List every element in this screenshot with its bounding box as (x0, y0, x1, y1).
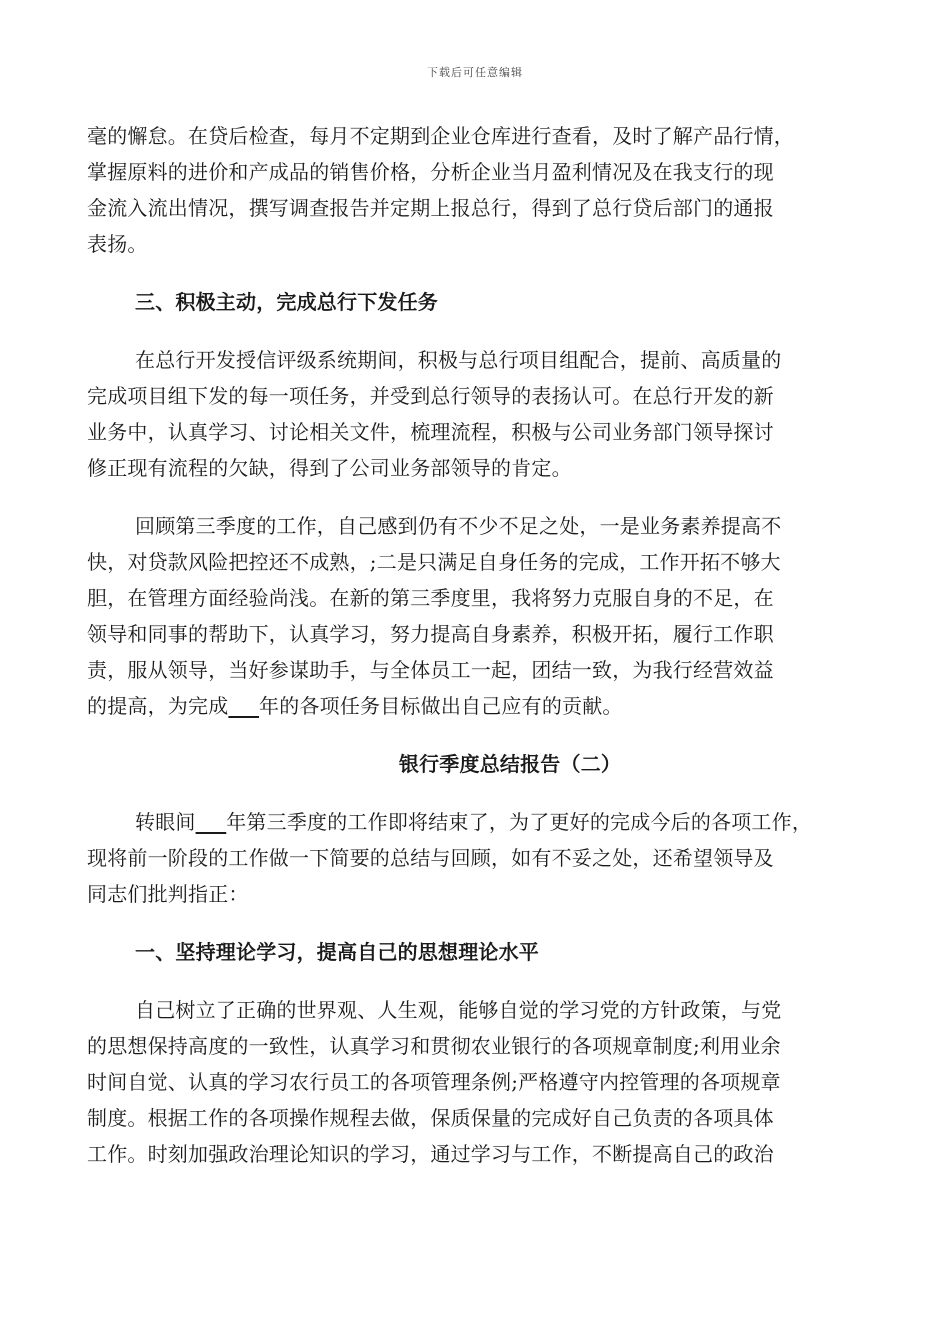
text-segment: 年的各项任务目标做出自己应有的贡献。 (259, 694, 623, 718)
paragraph-line: 修正现有流程的欠缺，得到了公司业务部领导的肯定。 (87, 456, 572, 480)
paragraph-line: 胆，在管理方面经验尚浅。在新的第三季度里，我将努力克服自身的不足，在 (87, 586, 774, 610)
paragraph-line: 快，对贷款风险把控还不成熟，;二是只满足自身任务的完成，工作开拓不够大 (87, 550, 781, 574)
text-segment: 的提高，为完成 (87, 694, 229, 718)
paragraph-line: 金流入流出情况，撰写调查报告并定期上报总行，得到了总行贷后部门的通报 (87, 196, 774, 220)
paragraph-line: 责，服从领导，当好参谋助手，与全体员工一起，团结一致，为我行经营效益 (87, 658, 774, 682)
paragraph-line: 在总行开发授信评级系统期间，积极与总行项目组配合，提前、高质量的 (135, 348, 782, 372)
paragraph-line: 表扬。 (87, 232, 148, 256)
paragraph-line: 时间自觉、认真的学习农行员工的各项管理条例;严格遵守内控管理的各项规章 (87, 1070, 781, 1094)
paragraph-line: 完成项目组下发的每一项任务，并受到总行领导的表扬认可。在总行开发的新 (87, 384, 774, 408)
paragraph-line: 现将前一阶段的工作做一下简要的总结与回顾，如有不妥之处，还希望领导及 (87, 846, 774, 870)
section-heading-3: 三、积极主动，完成总行下发任务 (135, 290, 438, 314)
paragraph-line: 同志们批判指正： (87, 882, 249, 906)
blank-underline: ___ (195, 810, 227, 834)
text-segment: 年第三季度的工作即将结束了，为了更好的完成今后的各项工作， (226, 810, 813, 834)
text-segment: 转眼间 (135, 810, 196, 834)
page-header: 下载后可任意编辑 (427, 66, 523, 79)
paragraph-line: 制度。根据工作的各项操作规程去做，保质保量的完成好自己负责的各项具体 (87, 1106, 774, 1130)
paragraph-line: 掌握原料的进价和产成品的销售价格，分析企业当月盈利情况及在我支行的现 (87, 160, 774, 184)
paragraph-line: 回顾第三季度的工作，自己感到仍有不少不足之处，一是业务素养提高不 (135, 514, 782, 538)
paragraph-line: 业务中，认真学习、讨论相关文件，梳理流程，积极与公司业务部门领导探讨 (87, 420, 774, 444)
paragraph-line (87, 804, 863, 840)
document-title: 银行季度总结报告（二） (398, 752, 622, 776)
paragraph-line (87, 688, 863, 724)
paragraph-line: 毫的懈怠。在贷后检查，每月不定期到企业仓库进行查看，及时了解产品行情， (87, 124, 794, 148)
section-heading-1: 一、坚持理论学习，提高自己的思想理论水平 (135, 940, 539, 964)
paragraph-line: 的思想保持高度的一致性，认真学习和贯彻农业银行的各项规章制度;利用业余 (87, 1034, 781, 1058)
paragraph-line: 工作。时刻加强政治理论知识的学习，通过学习与工作，不断提高自己的政治 (87, 1142, 774, 1166)
blank-underline: ___ (228, 694, 260, 718)
document-body (87, 118, 863, 1172)
paragraph-line: 自己树立了正确的世界观、人生观，能够自觉的学习党的方针政策，与党 (135, 998, 782, 1022)
paragraph-line: 领导和同事的帮助下，认真学习，努力提高自身素养，积极开拓，履行工作职 (87, 622, 774, 646)
